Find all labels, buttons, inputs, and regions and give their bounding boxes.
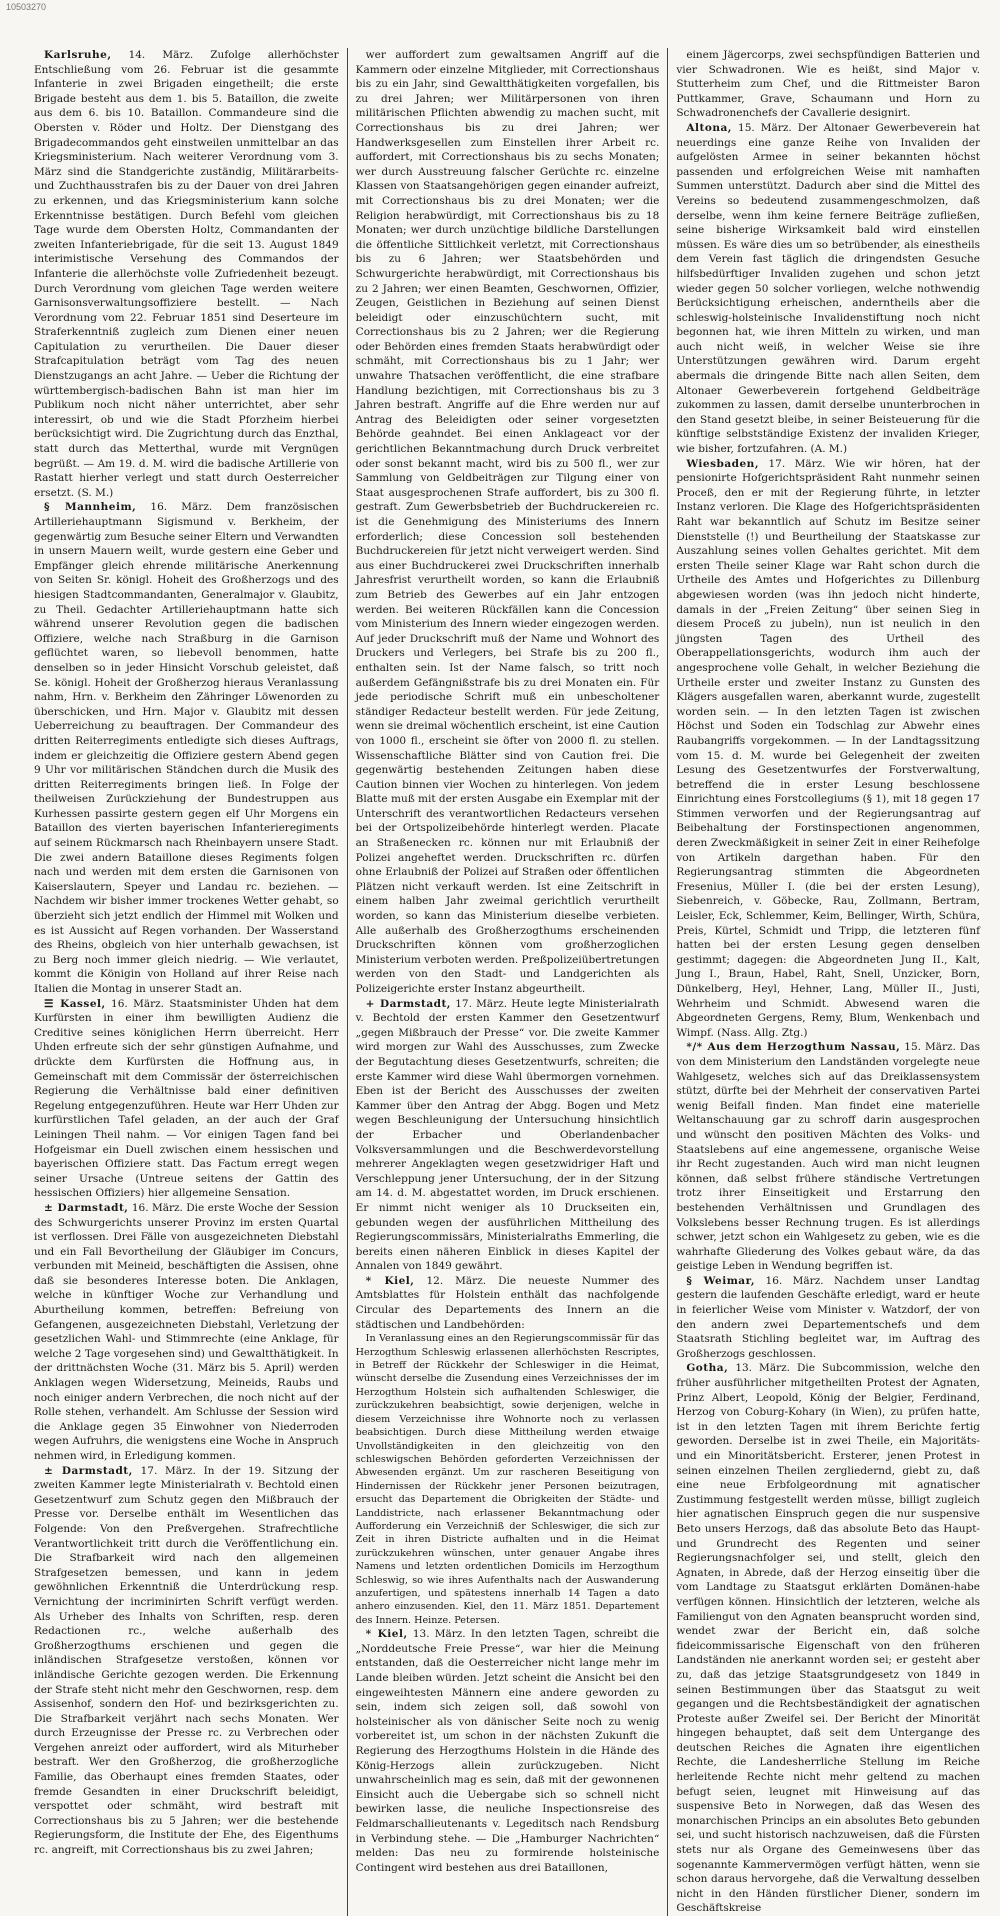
article-text: 16. März. Staatsminister Uhden hat dem Kurfürsten in einer ihm bewilligten Audienz die Creditive seines königlichen Herrn überreicht. Herr Uhden erfreute sich der sehr günstigen Aufnahme, und drückte dem Kurfürsten die Hoffnung aus, in Gemeinschaft mit dem Commissär der österreichischen Regierung die Verhältnisse bald einer definitiven Regelung entgegenzuführen. Heute war Herr Uhden zur kurfürstlichen Tafel geladen, an der auch der Graf Leiningen Theil nahm. — Vor einigen Tagen fand bei Hofgeismar ein Duell zwischen einem hessischen und bayerischen Offiziere statt. Das Factum erregt wegen seiner Ursache (Untreue seitens der Gattin des hessischen Offiziers) hier allgemeine Sensation. [34,997,339,1200]
article-paragraph [356,1274,660,1332]
article-text: 15. März. Das von dem Ministerium den Landständen vorgelegte neue Wahlgesetz, welches sich auf das Dreiklassensystem stützt, dürfte bei der Mehrheit der conservativen Partei wenig Beifall finden. Man findet eine materielle Weltanschauung gar zu schroff darin ausgesprochen und wünscht den positiven Mächten des Volks- und Staatslebens auf eine angemessene, organische Weise ihr Recht zugestanden. Auch wird man nicht leugnen können, daß selbst frühere ständische Vertretungen trotz ihrer Einseitigkeit und Erstarrung den bestehenden Verhältnissen und Grundlagen des Volkslebens besser Rechnung trugen. Es ist allerdings schwer, jetzt schon ein Wahlgesetz zu geben, wie es die wahrhafte Gliederung des Volkes gebaut wäre, da das geistige Leben in Wendung begriffen ist. [676,1041,980,1273]
article-dateline: */* Aus dem Herzogthum Nassau, [686,1041,901,1054]
article-paragraph [676,1274,980,1362]
article-text: 17. März. In der 19. Sitzung der zweiten Kammer legte Ministerialrath v. Bechtold einen Gesetzentwurf zum Schutz gegen den Mißbrauch der Presse vor. Derselbe enthält im Wesentlichen das Folgende: Von den Preßvergehen. Strafrechtliche Verantwortlichkeit tritt durch die Veröffentlichung ein. Die Strafbarkeit wird nach den allgemeinen Strafgesetzen bemessen, und kann in jedem gewöhnlichen Erkenntniß die Unterdrückung resp. Vernichtung der incriminirten Schrift verfügt werden. Als Urheber des Inhalts von Schriften, resp. deren Redactionen rc., welche außerhalb des Großherzogthums erschienen und gegen die inländischen Strafgesetze verstoßen, können vor inländische Gerichte gezogen werden. Die Erkennung der Strafe steht nicht mehr den Geschwornen, resp. dem Assisenhof, sondern den Hof- und bezirksgerichten zu. Die Strafbarkeit verjährt nach sechs Monaten. Wer durch Erzeugnisse der Presse rc. zu Verbrechen oder Vergehen anreizt oder auffordert, wird als Miturheber bestraft. Wer den Großherzog, die großherzogliche Familie, das Oberhaupt eines fremden Staates, oder fremde Gesandten in einer Druckschrift beleidigt, verspottet oder schmäht, wird bestraft mit Correctionshaus bis zu 5 Jahren; wer die bestehende Regierungsform, die Institute der Ehe, des Eigenthums rc. angreift, mit Correctionshaus bis zu zwei Jahren; [34,1464,339,1857]
article-text: In Veranlassung eines an den Regierungscommissär für das Herzogthum Schleswig erlassenen allerhöchsten Rescriptes, in Betreff der Rückkehr der Schleswiger in die Heimat, wünscht derselbe die Zusendung eines Verzeichnisses der im Herzogthum Holstein sich aufhaltenden Schleswiger, die zurückzukehren beabsichtigt, sowie derjenigen, welche in diesem Verzeichnisse ihre Wohnorte noch zu verlassen beabsichtigen. Durch diese Mittheilung werden etwaige Unvollständigkeiten in den gleichzeitig von den schleswigschen Behörden geforderten Verzeichnissen der Abwesenden ergänzt. Um zur rascheren Beseitigung von Hindernissen der Rückkehr jener Personen beizutragen, ersucht das Departement die Obrigkeiten der Städte- und Landdistricte, nach erlassener Bekanntmachung oder Aufforderung ein Verzeichniß der Schleswiger, die sich zur Zeit in ihren Districte aufhalten und in die Heimat zurückzukehren wünschen, unter genauer Angabe ihres Namens und letzten ordentlichen Domicils im Herzogthum Schleswig, so wie ihres Aufenthalts nach der Auswanderung anzufertigen, und spätestens innerhalb 14 Tagen a dato anhero einzusenden. Kiel, den 11. März 1851. Departement des Innern. Heinze. Petersen. [355,1333,660,1626]
article-dateline: § Weimar, [686,1274,756,1287]
article-text: 14. März. Zufolge allerhöchster Entschließung vom 26. Februar ist die gesammte Infanterie in zwei Brigaden eingetheilt; die erste Brigade besteht aus dem 1. bis 5. Bataillon, die zweite aus dem 6. bis 10. Bataillon. Commandeure sind die Obersten v. Röder und Holtz. Der Dienstgang des Brigadecommandos geht einstweilen unmittelbar an das Kriegsministerium. Nach weiterer Verordnung vom 3. März sind die Standgerichte zuständig, Militärarbeits- und Zuchthausstrafen bis zu der Dauer von drei Jahren zu erkennen, und das Kriegsministerium kann solche Erkenntnisse bestätigen. Durch Befehl vom gleichen Tage wurde dem Obersten Holtz, Commandanten der zweiten Infanteriebrigade, für die seit 13. August 1849 interimistische Versehung des Commandos der Infanterie die allerhöchste volle Zufriedenheit bezeugt. Durch Verordnung vom gleichen Tage werden weitere Garnisonsverwaltungsoffiziere bestellt. — Nach Verordnung vom 22. Februar 1851 sind Deserteure im Straferkenntniß zugleich zum Dienen einer neuen Capitulation zu verurtheilen. Die Dauer dieser Strafcapitulation beträgt vom Tag des neuen Dienstzugangs an acht Jahre. — Ueber die Richtung der württembergisch-badischen Bahn ist man hier im Publikum noch nicht näher unterrichtet, aber sehr interessirt, ob und wie die Stadt Pforzheim hierbei berücksichtigt wird. Die Zugrichtung durch das Enzthal, statt durch das Metterthal, wurde mit Vergnügen begrüßt. — Am 19. d. M. wird die badische Artillerie von Rastatt hierher verlegt und statt durch Oesterreicher ersetzt. (S. M.) [34,49,339,499]
article-paragraph [356,1332,660,1627]
article-dateline: ± Darmstadt, [44,1201,129,1214]
article-text: 16. März. Nachdem unser Landtag gestern die laufenden Geschäfte erledigt, ward er heute in feierlicher Weise vom Minister v. Watzdorf, der von den andern zwei Departementschefs und dem Staatsrath Stichling begleitet war, im Auftrag des Großherzogs geschlossen. [676,1274,980,1360]
article-text: einem Jägercorps, zwei sechspfündigen Batterien und vier Schwadronen. Wie es heißt, sind Major v. Stutterheim zum Chef, und die Rittmeister Baron Puttkammer, Grave, Schaumann und Horn zu Schwadronenchefs der Cavallerie designirt. [676,49,980,120]
article-text: 15. März. Der Altonaer Gewerbeverein hat neuerdings eine ganze Reihe von Invaliden der aufgelösten Armee in seiner bekannten höchst passenden und erfolgreichen Weise mit namhaften Summen unterstützt. Dadurch aber sind die Mittel des Vereins so bedeutend zusammengeschmolzen, daß derselbe, wenn ihm keine fernere Beiträge zufließen, seine bisherige Wirksamkeit bald wird einstellen müssen. Es wäre dies um so betrübender, als einestheils dem Verein fast täglich die dringendsten Gesuche hilfsbedürftiger Invaliden zugehen und schon jetzt wieder gegen 50 solcher vorliegen, welche nothwendig Berücksichtigung erheischen, anderntheils aber die schleswig-holsteinische Invalidenstiftung noch nicht begonnen hat, wie ihren Mitteln zu wirken, und man auch nicht weiß, in welcher Weise sie ihre Unterstützungen gewähren wird. Darum ergeht abermals die dringende Bitte nach allen Seiten, dem Altonaer Gewerbeverein fortgehend Geldbeiträge zukommen zu lassen, damit derselbe ununterbrochen in den Stand gesetzt bleibe, in seiner Beisteuerung für die künftige selbstständige Existenz der invaliden Krieger, wie bisher, fortzufahren. (A. M.) [676,121,980,456]
article-paragraph [676,457,980,1041]
page-identifier: 10503270 [6,2,47,12]
article-text: 12. März. Die neueste Nummer des Amtsblattes für Holstein enthält das nachfolgende Circular des Departements des Innern an die städtischen und Landbehörden: [355,1274,660,1331]
article-paragraph [34,48,339,500]
article-text: 17. März. Heute legte Ministerialrath v. Bechtold der ersten Kammer den Gesetzentwurf „gegen Mißbrauch der Presse“ vor. Die zweite Kammer wird morgen zur Wahl des Ausschusses, zum Zwecke der Begutachtung dieses Gesetzentwurfs, schreiten; die erste Kammer wird diese Wahl übermorgen vornehmen. Eben ist der Bericht des Ausschusses der zweiten Kammer über den Antrag der Abgg. Bogen und Metz wegen Beschleunigung der Untersuchung hinsichtlich der Erbacher und Oberlandenbacher Volksversammlungen und die Beschwerdevorstellung mehrerer Angeklagten wegen gesetzwidriger Haft und Verschleppung jener Untersuchung, der in der Sitzung am 14. d. M. abgestattet worden, im Druck erschienen. Er nimmt nicht weniger als 10 Druckseiten ein, gebunden wegen der ausführlichen Mittheilung des Regierungscommissärs, Ministerialraths Emmerling, die bereits einen näheren Einblick in dieses Kapitel der Annalen von 1849 gewährt. [355,997,660,1273]
article-dateline: Karlsruhe, [44,49,112,61]
article-dateline: * Kiel, [365,1628,408,1641]
article-paragraph [34,500,339,996]
article-dateline: Gotha, [686,1362,729,1375]
article-text: 17. März. Wie wir hören, hat der pensionirte Hofgerichtspräsident Raht nunmehr seinen Proceß, den er mit der Regierung führte, in letzter Instanz verloren. Die Klage des Hofgerichtspräsidenten Raht war bekanntlich auf Schutz im Besitze seiner Dienststelle (!) und Beurtheilung der Staatskasse zur Auszahlung seines vollen Gehaltes gerichtet. Mit dem ersten Theile seiner Klage war Raht schon durch die Urtheile des Amtes und Hofgerichtes zu Dillenburg abgewiesen worden (was ihn jedoch nicht hinderte, damals in der „Freien Zeitung“ über seinen Sieg in diesem Proceß zu jubeln), nun ist neulich in den jüngsten Tagen des Urtheil des Oberappellationsgerichts, wodurch ihm auch der angesprochene volle Gehalt, in welcher Beziehung die Urtheile erster und zweiter Instanz zu Gunsten des Klägers ausgefallen waren, aberkannt wurde, zugestellt worden sein. — In den letzten Tagen ist zwischen Höchst und Soden ein Todschlag zur Abwehr eines Raubangriffs vorgekommen. — In der Landtagssitzung vom 15. d. M. wurde bei Gelegenheit der zweiten Lesung des Gesetzentwurfes der Forstverwaltung, betreffend die in erster Lesung beschlossene Einrichtung eines Forstcollegiums (§ 1), mit 18 gegen 17 Stimmen verworfen und der Regierungsantrag auf Beibehaltung der Forstinspectionen angenommen, deren Zweckmäßigkeit in seiner Zeit in einer Reihefolge von Artikeln dargethan haben. Für den Regierungsantrag stimmten die Abgeordneten Fresenius, Müller I. (die bei der ersten Lesung), Siebenreich, v. Göbecke, Rau, Zollmann, Bertram, Leisler, Eck, Schlemmer, Keim, Bellinger, Wirth, Schüra, Preis, Kürtel, Schmidt und Tripp, die letzteren fünf hatten bei der ersten Lesung gegen denselben gestimmt; dagegen: die Abgeordneten Jung II., Kalt, Jung I., Braun, Habel, Raht, Snell, Unzicker, Born, Dünkelberg, Heyl, Hehner, Lang, Müller II., Justi, Wehrheim und Schmidt. Abwesend waren die Abgeordneten Gergens, Remy, Blum, Wenkenbach und Wimpf. (Nass. Allg. Ztg.) [676,457,980,1039]
article-dateline: * Kiel, [365,1274,415,1287]
article-paragraph [34,1201,339,1464]
article-paragraph [356,997,660,1274]
article-paragraph [356,48,660,997]
article-paragraph [34,1464,339,1858]
article-dateline: § Mannheim, [44,501,137,514]
article-text: 13. März. In den letzten Tagen, schreibt die „Norddeutsche Freie Presse“, war hier die Meinung entstanden, daß die Oesterreicher nicht lange mehr im Lande bleiben würden. Jetzt scheint die Ansicht bei den eingeweihtesten Männern eine andere geworden zu sein, indem sich zeigen soll, daß sowohl von holsteinischer als von dänischer Seite noch zu wenig vorbereitet ist, um schon in der nächsten Zukunft die Regierung des Herzogthums Holstein in die Hände des König-Herzogs allein zurückzugeben. Nicht unwahrscheinlich mag es sein, daß mit der gewonnenen Einsicht auch die Uebergabe sich so schnell nicht bewirken lasse, die neuliche Inspectionsreise des Feldmarschallieutenants v. Legeditsch nach Rendsburg in Verbindung stehe. — Die „Hamburger Nachrichten“ melden: Das neu zu formirende holsteinische Contingent wird bestehen aus drei Bataillonen, [355,1628,660,1874]
article-paragraph [676,1040,980,1274]
article-paragraph [356,1627,660,1875]
article-text: 16. März. Die erste Woche der Session des Schwurgerichts unserer Provinz im ersten Quartal ist verflossen. Drei Fälle von ausgezeichneten Diebstahl und ein Fall Bevortheilung der Gläubiger im Concurs, verbunden mit Meineid, beschäftigten die Assisen, ohne daß sie besonderes Interesse boten. Die Anklagen, welche in künftiger Woche zur Verhandlung und Aburtheilung kommen, betreffen: Befreiung von Gefangenen, ausgezeichneten Diebstahl, Verletzung der gesetzlichen Wahl- und Stimmrechte (eine Anklage, für welche 2 Tage vorgesehen sind) und Gewaltthätigkeit. In der drittnächsten Woche (31. März bis 5. April) werden Anklagen wegen Widersetzung, Meineids, Raubs und noch einiger andern Verbrechen, die noch nicht auf der Rolle stehen, verhandelt. Am Schlusse der Session wird die Anklage gegen 35 Einwohner von Niederroden wegen Aufruhrs, die wenigstens eine Woche in Anspruch nehmen wird, in Erledigung kommen. [34,1201,339,1462]
article-text: wer auffordert zum gewaltsamen Angriff auf die Kammern oder einzelne Mitglieder, mit Correctionshaus bis zu ein Jahr, sind Gewaltthätigkeiten vorgefallen, bis zu drei Jahren; wer Militärpersonen von ihren militärischen Pflichten abwendig zu machen sucht, mit Correctionshaus bis zu drei Jahren; wer Handwerksgesellen zum Einstellen ihrer Arbeit rc. auffordert, mit Correctionshaus bis zu sechs Monaten; wer durch Ausstreuung falscher Gerüchte rc. einzelne Klassen von Staatsangehörigen gegen einander aufreizt, mit Correctionshaus bis zu drei Monaten; wer die Religion herabwürdigt, mit Correctionshaus bis zu 18 Monaten; wer durch unzüchtige bildliche Darstellungen die öffentliche Sittlichkeit verletzt, mit Correctionshaus bis zu 6 Jahren; wer Staatsbehörden und Schwurgerichte herabwürdigt, mit Correctionshaus bis zu 2 Jahren; wer einen Beamten, Geschwornen, Offizier, Zeugen, Geistlichen in Beziehung auf seinen Dienst beleidigt oder einzuschüchtern sucht, mit Correctionshaus bis zu 2 Jahren; wer die Regierung oder Behörden eines fremden Staats herabwürdigt oder schmäht, mit Correctionshaus bis zu 1 Jahr; wer unwahre Thatsachen veröffentlicht, die eine strafbare Handlung bezichtigen, mit Correctionshaus bis zu 3 Jahren bestraft. Angriffe auf die Ehre werden nur auf Antrag des Beleidigten oder seiner vorgesetzten Behörde geahndet. Bei einen Anklageact vor der gerichtlichen Bekanntmachung durch Druck verbreitet oder sonst bekannt macht, wird bis zu 500 fl., wer zur Sammlung von Geldbeiträgen zur Tilgung einer von Staat ausgesprochenen Strafe auffordert, bis zu 300 fl. gestraft. Zum Gewerbsbetrieb der Buchdruckereien rc. ist die Genehmigung des Ministeriums des Innern erforderlich; diese Concession soll bestehenden Buchdruckereien für jetzt nicht verweigert werden. Sind aus einer Buchdruckerei zwei Druckschriften innerhalb Jahresfrist verurtheilt worden, so kann die Erlaubniß zum Betrieb des Gewerbes auf ein Jahr entzogen werden. Bei weiteren Rückfällen kann die Concession vom Ministerium des Innern wieder eingezogen werden. Auf jeder Druckschrift muß der Name und Wohnort des Druckers und Verlegers, bei Strafe bis zu 200 fl., enthalten sein. Ist der Name falsch, so tritt noch außerdem Gefängnißstrafe bis zu drei Monaten ein. Für jede periodische Schrift muß ein unbescholtener ständiger Redacteur bestellt werden. Für jede Zeitung, wenn sie dreimal wöchentlich erscheint, ist eine Caution von 1000 fl., erscheint sie öfter von 2000 fl. zu stellen. Wissenschaftliche Blätter sind von Caution frei. Die gegenwärtig bestehenden Zeitungen haben diese Caution binnen vier Wochen zu hinterlegen. Von jedem Blatte muß mit der ersten Ausgabe ein Exemplar mit der Unterschrift des verantwortlichen Redacteurs versehen bei der Ortspolizeibehörde hinterlegt werden. Placate an Straßenecken rc. können nur mit Erlaubniß der Polizei angeheftet werden. Druckschriften rc. dürfen ohne Erlaubniß der Polizei auf Straßen oder öffentlichen Plätzen nicht verkauft werden. Ist eine Zeitschrift in einem halben Jahr zweimal gerichtlich verurtheilt worden, so kann das Ministerium dieselbe verbieten. Alle außerhalb des Großherzogthums erscheinenden Druckschriften können vom großherzoglichen Ministerium verboten werden. Preßpolizeiübertretungen werden von den Stadt- und Landgerichten als Polizeigerichte erster Instanz abgeurtheilt. [355,49,660,995]
column-middle [347,48,668,1916]
column-right [667,48,988,1916]
article-text: 16. März. Dem französischen Artilleriehauptmann Sigismund v. Berkheim, der gegenwärtig zum Besuche seiner Eltern und Verwandten in unsern Mauern weilt, wurde gestern eine Geber und Empfänger gleich ehrende militärische Anerkennung von Seiten Sr. königl. Hoheit des Großherzogs und des hiesigen Stadtcommandanten, Generalmajor v. Glaubitz, zu Theil. Gedachter Artilleriehauptmann hatte sich während unserer Revolution gegen die badischen Offiziere, welche nach Straßburg in die Garnison geflüchtet waren, so liebevoll benommen, hatte denselben so in jeder Hinsicht Vorschub geleistet, daß Se. königl. Hoheit der Großherzog hieraus Veranlassung nahm, Hrn. v. Berkheim den Zähringer Löwenorden zu überschicken, und Hrn. Major v. Glaubitz mit dessen Ueberreichung zu beauftragen. Der Commandeur des dritten Reiterregiments entledigte sich dieses Auftrags, indem er gleichzeitig die Offiziere gestern Abend gegen 9 Uhr vor militärischen Ständchen durch die Musik des dritten Reiterregiments bringen ließ. In Folge der theilweisen Zurückziehung der Bundestruppen aus Kurhessen passirte gestern gegen elf Uhr Morgens ein Bataillon des vierten bayerischen Infanterieregiments auf seinem Rückmarsch nach Rheinbayern unsere Stadt. Die zwei andern Bataillone dieses Regiments folgen nach und werden mit dem ersten die Garnisonen von Kaiserslautern, Speyer und Landau rc. beziehen. — Nachdem wir bisher immer trockenes Wetter gehabt, so überzieht sich jetzt endlich der Himmel mit Wolken und es ist Aussicht auf Regen vorhanden. Der Wasserstand des Rheins, obgleich von hier unterhalb gewachsen, ist zu Berg noch immer gleich niedrig. — Wie verlautet, kommt die Königin von Holland auf ihrer Reise nach Italien die Montag in unserer Stadt an. [34,501,339,995]
article-paragraph [676,1361,980,1916]
article-paragraph [34,997,339,1201]
article-text: 13. März. Die Subcommission, welche den früher ausführlicher mitgetheilten Protest der Agnaten, Prinz Albert, Leopold, König der Belgier, Ferdinand, Herzog von Coburg-Kohary (in Wien), zu prüfen hatte, ist in den letzten Tagen mit ihrem Berichte fertig geworden. Derselbe ist in zwei Theile, ein Majoritäts- und ein Minoritätsbericht. Ersterer, jenen Protest in seinen einzelnen Theilen zergliedernd, giebt zu, daß eine neue Erbfolgeordnung mit agnatischer Zustimmung festgestellt werden müsse, billigt zugleich hier agnatischen Einspruch gegen die nur suspensive Beto unsers Herzogs, daß das absolute Beto das Haupt- und Grundrecht des Regenten und seiner Regierungsnachfolger sei, und stellt, gleich den Agnaten, in Abrede, daß der Herzog einseitig über die vom Landtage zu Staatsgut erklärten Domänen-habe verfügen können. Hinsichtlich der letzteren, welche als Familiengut von den Agnaten beansprucht worden sind, wendet zwar der Bericht ein, daß solche fideicommissarische Eigenschaft von den früheren Landständen nie anerkannt worden sei; er gesteht aber zu, daß das jetzige Staatsgrundgesetz von 1849 in seinen Bestimmungen über das Staatsgut zu weit gegangen und die Rechtsbeständigkeit der agnatischen Proteste außer Zweifel sei. Der Bericht der Minorität hingegen behauptet, daß seit dem Untergange des deutschen Reiches die Agnaten ihre eigentlichen Rechte, die Landesherrliche Stellung im Reiche herleitende Rechte nicht mehr geltend zu machen befugt seien, leugnet mit Hinweisung auf das suspensive Beto in Norwegen, daß das Wesen des monarchischen Princips an ein absolutes Beto gebunden sei, und sucht historisch nachzuweisen, daß die Fürsten stets nur als Organe des Gemeinwesens über das sogenannte Kammervermögen verfügt hätten, wenn sie schon daraus hervorgehe, daß die Verwaltung desselben nicht in den Händen fürstlicher Diener, sondern im Geschäftskreise [676,1362,980,1915]
article-paragraph [676,121,980,457]
article-dateline: Wiesbaden, [686,457,759,470]
article-dateline: ☰ Kassel, [44,997,106,1010]
article-dateline: ± Darmstadt, [44,1464,133,1477]
article-paragraph [676,48,980,121]
newspaper-page [26,48,988,1915]
article-dateline: + Darmstadt, [365,997,451,1010]
article-dateline: Altona, [686,121,732,134]
column-left [26,48,347,1916]
